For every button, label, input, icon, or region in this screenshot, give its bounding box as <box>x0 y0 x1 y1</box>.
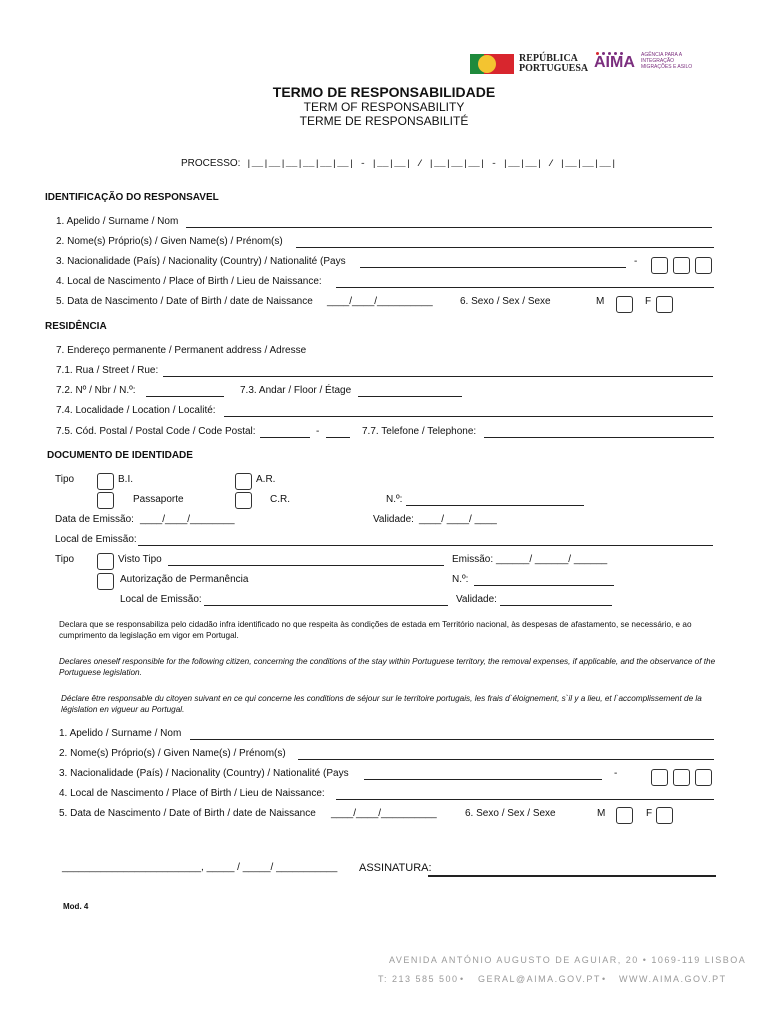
field-label-apelido: 1. Apelido / Surname / Nom <box>56 216 179 227</box>
nome-proprio-input[interactable] <box>296 247 714 248</box>
field-label-numero: 7.2. Nº / Nbr / N.º: <box>56 385 136 396</box>
cidadao-label-nome-proprio: 2. Nome(s) Próprio(s) / Given Name(s) / Prénom(s) <box>59 748 286 759</box>
tipo-label: Tipo <box>55 474 75 485</box>
doc2-numero-input[interactable] <box>474 585 614 586</box>
cr-label: C.R. <box>270 494 290 505</box>
footer-sep-2: • <box>602 974 607 984</box>
cidadao-data-nascimento-input[interactable]: ____/____/__________ <box>331 808 437 819</box>
title-pt: TERMO DE RESPONSABILIDADE <box>272 84 496 100</box>
nacionalidade-dash: - <box>634 256 638 267</box>
cidadao-nacionalidade-box-1[interactable] <box>651 769 668 786</box>
footer-address: AVENIDA ANTÓNIO AUGUSTO DE AGUIAR, 20 • 1069-119 LISBOA <box>389 955 747 965</box>
validade-label: Validade: <box>373 514 414 525</box>
declaration-pt: Declara que se responsabiliza pelo cidadão infra identificado no que respeita às condições de estada em Território nacional, às despesas de afastamento, se necessário, e ao cumprimento da legislação em vigor em Portugal. <box>59 620 692 640</box>
field-label-codigo-postal: 7.5. Cód. Postal / Postal Code / Code Postal: <box>56 426 256 437</box>
local-nascimento-input[interactable] <box>336 287 714 288</box>
cidadao-nacionalidade-box-2[interactable] <box>673 769 690 786</box>
andar-input[interactable] <box>358 396 462 397</box>
sexo-f-checkbox[interactable] <box>656 296 673 313</box>
cidadao-nacionalidade-input[interactable] <box>364 779 602 780</box>
field-label-andar: 7.3. Andar / Floor / Étage <box>240 385 352 396</box>
data-nascimento-input[interactable]: ____/____/__________ <box>327 296 433 307</box>
data-emissao-label: Data de Emissão: <box>55 514 134 525</box>
field-label-endereco: 7. Endereço permanente / Permanent address / Adresse <box>56 345 307 356</box>
assinatura-line[interactable] <box>428 875 716 877</box>
ar-label: A.R. <box>256 474 276 485</box>
passaporte-label: Passaporte <box>133 494 184 505</box>
field-label-nome-proprio: 2. Nome(s) Próprio(s) / Given Name(s) / Prénom(s) <box>56 236 283 247</box>
footer-web: WWW.AIMA.GOV.PT <box>619 974 727 984</box>
bi-checkbox[interactable] <box>97 473 114 490</box>
aima-wordmark: AIMA <box>594 54 635 71</box>
assinatura-label: ASSINATURA: <box>359 862 432 874</box>
sexo-m-label: M <box>596 296 605 307</box>
cr-checkbox[interactable] <box>235 492 252 509</box>
republica-line1: REPÚBLICA <box>519 53 578 64</box>
localidade-input[interactable] <box>224 416 713 417</box>
aima-logo <box>594 52 714 74</box>
visto-label: Visto Tipo <box>118 554 162 565</box>
mod-label: Mod. 4 <box>63 902 89 911</box>
processo-input[interactable]: |__|__|__|__|__|__| - |__|__| / |__|__|__| - |__|__| / |__|__|__| <box>246 158 617 169</box>
autorizacao-checkbox[interactable] <box>97 573 114 590</box>
declaration-en: Declares oneself responsible for the following citizen, concerning the conditions of the stay within Portuguese territory, the removal expenses, if applicable, and the observance of the Portuguese legislation. <box>59 657 716 677</box>
tipo2-label: Tipo <box>55 554 75 565</box>
visto-tipo-input[interactable] <box>168 565 444 566</box>
nacionalidade-code-box-3[interactable] <box>695 257 712 274</box>
emissao-input[interactable]: ______/ ______/ ______ <box>496 554 608 565</box>
nacionalidade-code-box-2[interactable] <box>673 257 690 274</box>
footer-email: GERAL@AIMA.GOV.PT <box>478 974 601 984</box>
field-label-sexo: 6. Sexo / Sex / Sexe <box>460 296 551 307</box>
validade-input[interactable]: ____/ ____/ ____ <box>419 514 497 525</box>
validade2-input[interactable] <box>500 605 612 606</box>
passaporte-checkbox[interactable] <box>97 492 114 509</box>
telefone-input[interactable] <box>484 437 714 438</box>
cidadao-nacionalidade-box-3[interactable] <box>695 769 712 786</box>
ar-checkbox[interactable] <box>235 473 252 490</box>
cidadao-local-nascimento-input[interactable] <box>336 799 714 800</box>
autorizacao-label: Autorização de Permanência <box>120 574 249 585</box>
cidadao-nacionalidade-dash: - <box>614 768 618 779</box>
cidadao-label-data-nascimento: 5. Data de Nascimento / Date of Birth / date de Naissance <box>59 808 316 819</box>
title-en: TERM OF RESPONSABILITY <box>303 100 465 114</box>
footer-phone: T: 213 585 500 <box>378 974 459 984</box>
title-fr: TERME DE RESPONSABILITÉ <box>299 114 469 128</box>
codigo-postal-dash: - <box>316 426 320 437</box>
cidadao-nome-proprio-input[interactable] <box>298 759 714 760</box>
visto-checkbox[interactable] <box>97 553 114 570</box>
declaration-fr: Déclare être responsable du citoyen suivant en ce qui concerne les conditions de séjour sur le territoire portugais, les frais d`éloignement, s`il y a lieu, et l`accomplissement de la législation en vigueur au Portugal. <box>61 694 702 714</box>
cidadao-label-local-nascimento: 4. Local de Nascimento / Place of Birth / Lieu de Naissance: <box>59 788 325 799</box>
bi-label: B.I. <box>118 474 134 485</box>
local-emissao-label: Local de Emissão: <box>55 534 137 545</box>
republica-line2: PORTUGUESA <box>519 63 589 74</box>
numero-input[interactable] <box>146 396 224 397</box>
local-emissao2-label: Local de Emissão: <box>120 594 202 605</box>
footer-sep-1: • <box>460 974 465 984</box>
republica-portuguesa-logo <box>470 53 589 74</box>
codigo-postal-input-2[interactable] <box>326 437 350 438</box>
section-heading-documento: DOCUMENTO DE IDENTIDADE <box>47 450 193 461</box>
doc2-numero-label: N.º: <box>452 574 469 585</box>
signature-date-input[interactable]: _________________________, _____ / _____/ ___________ <box>62 862 338 873</box>
field-label-data-nascimento: 5. Data de Nascimento / Date of Birth / date de Naissance <box>56 296 313 307</box>
cidadao-label-apelido: 1. Apelido / Surname / Nom <box>59 728 182 739</box>
nacionalidade-input[interactable] <box>360 267 626 268</box>
section-heading-residencia: RESIDÊNCIA <box>45 321 107 332</box>
field-label-nacionalidade: 3. Nacionalidade (País) / Nacionality (Country) / Nationalité (Pays <box>56 256 346 267</box>
processo-label: PROCESSO: <box>181 158 241 169</box>
cidadao-sexo-m-label: M <box>597 808 606 819</box>
sexo-m-checkbox[interactable] <box>616 296 633 313</box>
local-emissao-input[interactable] <box>138 545 713 546</box>
aima-subtitle: AGÊNCIA PARA A INTEGRAÇÃO MIGRAÇÕES E ASILO <box>641 52 693 70</box>
cidadao-sexo-m-checkbox[interactable] <box>616 807 633 824</box>
rua-input[interactable] <box>163 376 713 377</box>
sexo-f-label: F <box>645 296 652 307</box>
validade2-label: Validade: <box>456 594 497 605</box>
nacionalidade-code-box-1[interactable] <box>651 257 668 274</box>
cidadao-label-sexo: 6. Sexo / Sex / Sexe <box>465 808 556 819</box>
local-emissao2-input[interactable] <box>204 605 448 606</box>
section-heading-identificacao: IDENTIFICAÇÃO DO RESPONSAVEL <box>45 192 219 203</box>
field-label-telefone: 7.7. Telefone / Telephone: <box>362 426 477 437</box>
cidadao-label-nacionalidade: 3. Nacionalidade (País) / Nacionality (Country) / Nationalité (Pays <box>59 768 349 779</box>
field-label-localidade: 7.4. Localidade / Location / Localité: <box>56 405 216 416</box>
flag-icon <box>470 54 514 74</box>
data-emissao-input[interactable]: ____/____/________ <box>140 514 235 525</box>
codigo-postal-input-1[interactable] <box>260 437 310 438</box>
cidadao-apelido-input[interactable] <box>190 739 714 740</box>
field-label-rua: 7.1. Rua / Street / Rue: <box>56 365 159 376</box>
cidadao-sexo-f-checkbox[interactable] <box>656 807 673 824</box>
cidadao-sexo-f-label: F <box>646 808 653 819</box>
field-label-local-nascimento: 4. Local de Nascimento / Place of Birth / Lieu de Naissance: <box>56 276 322 287</box>
doc-numero-label: N.º: <box>386 494 403 505</box>
emissao-label: Emissão: <box>452 554 494 565</box>
doc-numero-input[interactable] <box>406 505 584 506</box>
apelido-input[interactable] <box>186 227 712 228</box>
